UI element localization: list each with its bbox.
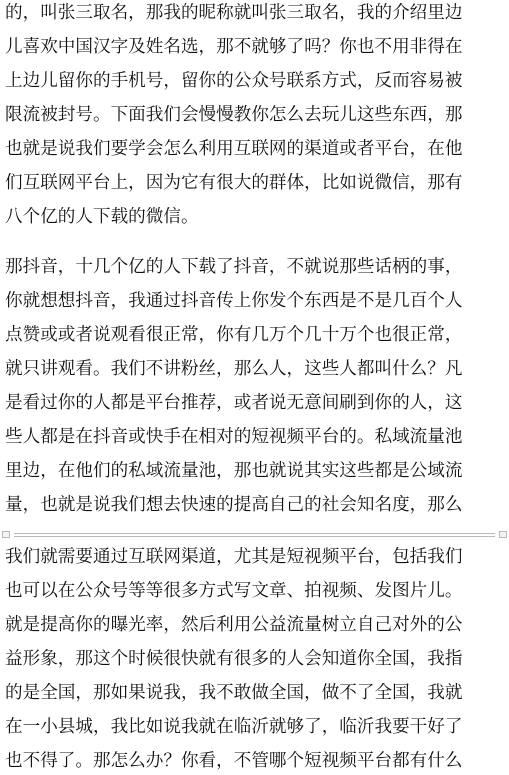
text-line-17: 也可以在公众号等等很多方式写文章、拍视频、发图片儿。 xyxy=(5,581,463,601)
text-line-22: 也不得了。那怎么办？你看，不管哪个短视频平台都有什么 xyxy=(5,751,463,771)
text-line-18: 就是提高你的曝光率，然后利用公益流量树立自己对外的公 xyxy=(5,615,463,635)
page-break-right-marker xyxy=(499,531,507,538)
text-line-9: 你就想想抖音，我通过抖音传上你发个东西是不是几百个人 xyxy=(5,291,463,311)
text-line-2: 儿喜欢中国汉字及姓名选，那不就够了吗？你也不用非得在 xyxy=(5,37,463,57)
page-break-separator xyxy=(0,527,509,541)
text-line-16: 我们就需要通过互联网渠道，尤其是短视频平台，包括我们 xyxy=(5,547,463,567)
page-break-left-marker xyxy=(2,531,10,538)
text-line-12: 是看过你的人都是平台推荐，或者说无意间刷到你的人，这 xyxy=(5,393,463,413)
text-line-6: 们互联网平台上，因为它有很大的群体，比如说微信，那有 xyxy=(5,173,463,193)
text-line-21: 在一小县城，我比如说我就在临沂就够了，临沂我要干好了 xyxy=(5,717,463,737)
text-line-19: 益形象，那这个时候很快就有很多的人会知道你全国，我指 xyxy=(5,649,463,669)
page-break-rule-top xyxy=(14,533,495,534)
text-line-20: 的是全国，那如果说我，我不敢做全国，做不了全国，我就 xyxy=(5,683,463,703)
text-line-14: 里边，在他们的私域流量池，那也就说其实这些都是公域流 xyxy=(5,461,463,481)
text-line-13: 些人都是在抖音或快手在相对的短视频平台的。私域流量池 xyxy=(5,427,463,447)
text-line-8: 那抖音，十几个亿的人下载了抖音，不就说那些话柄的事， xyxy=(5,257,463,277)
text-line-10: 点赞或或者说观看很正常，你有几万个几十万个也很正常， xyxy=(5,325,463,345)
text-line-3: 上边儿留你的手机号，留你的公众号联系方式，反而容易被 xyxy=(5,71,463,91)
text-line-4: 限流被封号。下面我们会慢慢教你怎么去玩儿这些东西，那 xyxy=(5,105,463,125)
page-break-rule-bottom xyxy=(14,536,495,537)
text-line-1: 的，叫张三取名，那我的昵称就叫张三取名，我的介绍里边 xyxy=(5,3,463,23)
text-line-5: 也就是说我们要学会怎么利用互联网的渠道或者平台，在他 xyxy=(5,139,463,159)
text-line-11: 就只讲观看。我们不讲粉丝，那么人，这些人都叫什么？凡 xyxy=(5,359,463,379)
text-line-7: 八个亿的人下载的微信。 xyxy=(5,207,199,227)
text-line-15: 量，也就是说我们想去快速的提高自己的社会知名度，那么 xyxy=(5,495,463,515)
